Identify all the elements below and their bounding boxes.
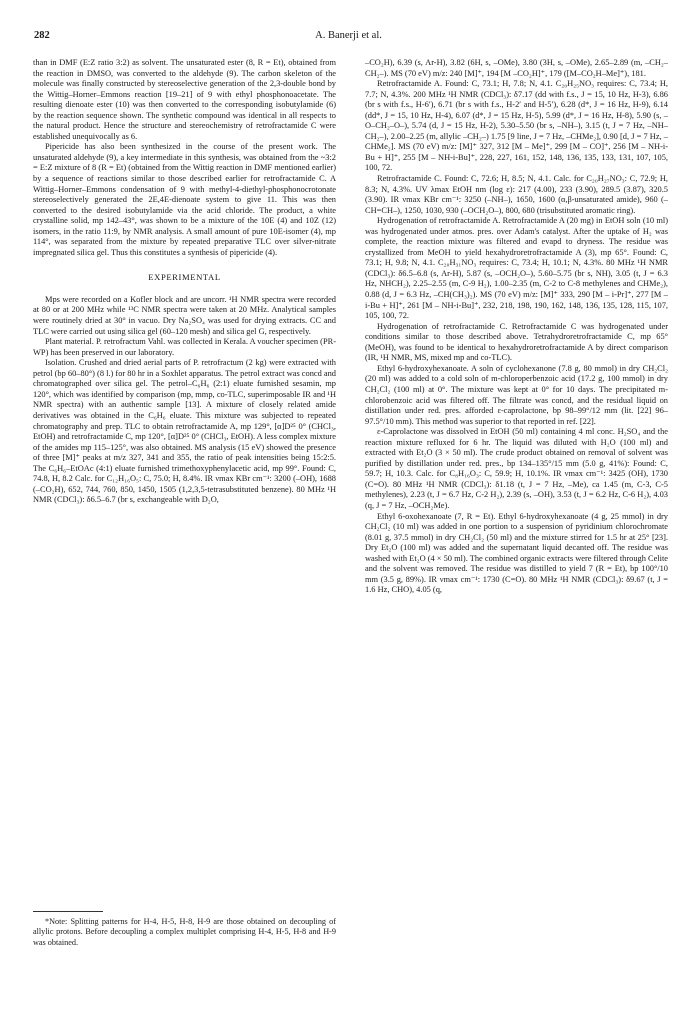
- body-paragraph: Hydrogenation of retrofractamide C. Retrofractamide C was hydrogenated under conditions similar to those described above. Tetrahydroretrofractamide C, mp 65° (MeOH), was found to be identical to hexahydroretrofractamide A by direct comparison (IR, ¹H NMR, MS, mixed mp and co-TLC).: [365, 321, 668, 363]
- body-paragraph: Isolation. Crushed and dried aerial parts of P. retrofractum (2 kg) were extracted with petrol (bp 60–80°) (8 l.) for 80 hr in a Soxhlet apparatus. The petrol extract was concd and chromatographed over silica gel. The petrol–C₆H₆ (2:1) eluate furnished sesamin, mp 120°, which was identified by comparison (mp, mmp, co-TLC, superimposable IR and ¹H NMR spectra) with an authentic sample [13]. A mixture of closely related amide derivatives was obtained in the C₆H₆ eluate. This mixture was subjected to repeated chromatography and prep. TLC to obtain retrofractamide A, mp 129°, [α]D²⁵ 0° (CHCl₃, EtOH) and retrofractamide C, mp 120°, [α]D²⁵ 0° (CHCl₃, EtOH). A less complex mixture of the amides mp 115–125°, was also obtained. MS analysis (15 eV) showed the presence of three [M]⁺ peaks at m/z 327, 341 and 355, the ratio of peak intensities being 15:2:5. The C₆H₆–EtOAc (4:1) eluate furnished trimethoxyphenylacetic acid, mp 99°. Found: C, 74.8, H, 8.2 Calc. for C₁₂H₁₆O₅: C, 75.0; H, 8.4%. IR νmax KBr cm⁻¹: 3200 (–OH), 1688 (–CO₂H), 652, 744, 760, 850, 1450, 1505 (1,2,3,5-tetrasubstituted benzene). 80 MHz ¹H NMR (CDCl₃): δ6.5–6.7 (br s, exchangeable with D₂O,: [33, 358, 336, 505]
- body-paragraph: –CO₂H), 6.39 (s, Ar-H), 3.82 (6H, s, –OMe), 3.80 (3H, s, –OMe), 2.65–2.89 (m, –CH₂–CH₂–). MS (70 eV) m/z: 240 [M]⁺, 194 [M –CO₂H]⁺, 179 ([M–CO₂H–Me]⁺), 181.: [365, 58, 668, 78]
- body-paragraph: Hydrogenation of retrofractamide A. Retrofractamide A (20 mg) in EtOH soln (10 ml) was hydrogenated under atmos. pres. over Adam's catalyst. After the uptake of H₂ was complete, the reaction mixture was filtered and evapd to dryness. The residue was crystallized from MeOH to yield hexahydroretrofractamide A (3), mp 65°. Found: C, 73.1; H, 9.8; N, 4.1. C₂₀H₃₁NO₃ requires: C, 73.4; H, 10.1; N, 4.3%. 80 MHz ¹H NMR (CDCl₃): δ6.5–6.8 (s, Ar-H), 5.87 (s, –OCH₂O–), 5.60–5.75 (br s, NH), 3.05 (t, J = 6.3 Hz, NHCH₂), 2.25–2.55 (m, C-9 H₂), 1.00–2.35 (m, C-2 to C-8 methylenes and CHMe₂), 0.88 (d, J = 6.3 Hz, –CH(CH₃)₂). MS (70 eV) m/z: [M]⁺ 333, 290 [M – i-Pr]⁺, 277 [M – i-Bu + H]⁺, 261 [M – NH-i-Bu]⁺, 232, 218, 198, 190, 162, 148, 136, 135, 128, 115, 107, 105, 100, 72.: [365, 216, 668, 321]
- body-paragraph: Retrofractamide A. Found: C, 73.1; H, 7.8; N, 4.1. C₂₀H₂₅NO₃ requires: C, 73.4; H, 7.7; N, 4.3%. 200 MHz ¹H NMR (CDCl₃): δ7.17 (dd with f.s., J = 15, 10 Hz, H-3), 6.86 (br s with f.s., H-6′), 6.71 (br s with f.s., H-2′ and H-5′), 6.28 (d*, J = 16 Hz, H-9), 6.14 (dd*, J = 15, 10 Hz, H-4), 6.07 (d*, J = 15 Hz, H-5), 5.99 (d*, J = 16 Hz, H-8), 5.90 (s, –O–CH₂–O–), 5.74 (d, J = 15 Hz, H-2), 5.30–5.50 (br s, –NH–), 3.15 (t, J = 7 Hz, –NH–CH₂–), 2.00–2.25 (m, allylic –CH₂–) 1.75 [9 line, J = 7 Hz, –CHMe₂], 0.90 [d, J = 7 Hz, –CHMe₂]. MS (70 eV) m/z: [M]⁺ 327, 312 [M – Me]⁺, 299 [M – CO]⁺, 256 [M – NH-i-Bu + H]⁺, 255 [M – NH-i-Bu]⁺, 228, 227, 161, 152, 148, 136, 135, 133, 131, 107, 105, 100, 72.: [365, 79, 668, 173]
- footnote: [33, 917, 336, 948]
- body-paragraph: Retrofractamide C. Found: C, 72.6; H, 8.5; N, 4.1. Calc. for C₂₀H₂₇NO₃: C, 72.9; H, 8.3; N, 4.3%. UV λmax EtOH nm (log ε): 217 (4.00), 233 (3.90), 289.5 (3.87), 320.5 (3.90). IR νmax KBr cm⁻¹: 3250 (–NH–), 1650, 1600 (α,β-unsaturated amide), 960 (–CH=CH–), 1250, 1030, 930 (–OCH₂O–), 800, 680 (trisubstituted aromatic ring).: [365, 174, 668, 215]
- right-column: [365, 58, 668, 596]
- page-header: [34, 30, 663, 46]
- body-paragraph: than in DMF (E:Z ratio 3:2) as solvent. The unsaturated ester (8, R = Et), obtained from the reaction in DMSO, was converted to the aldehyde (9). The carbon skeleton of the molecule was finally constructed by stereoselective generation of the 2,3-double bond by the Wittig–Horner–Emmons reaction [19–21] of 9 with ethyl phosphonoacetate. The resulting dienoate ester (10) was then converted to the corresponding isobutylamide (6) by the reaction sequence shown. The synthetic compound was identical in all respects to the natural product. Hence the structure and stereochemistry of retrofractamide C were established unequivocally as 6.: [33, 58, 336, 141]
- body-paragraph: Ethyl 6-hydroxyhexanoate. A soln of cyclohexanone (7.8 g, 80 mmol) in dry CH₂Cl₂ (20 ml) was added to a cold soln of m-chloroperbenzoic acid (17.2 g, 100 mmol) in dry CH₂Cl₂ (100 ml) at 0°. The mixture was kept at 0° for 10 days. The precipitated m-chlorobenzoic acid was filtered off. The filtrate was concd, and the residual liquid on distillation under red. pres. afforded ε-caprolactone, bp 98–99°/12 mm (lit. [22] 96–97.5°/10 mm). This method was superior to that reported in ref. [22].: [365, 363, 668, 426]
- body-paragraph: ε-Caprolactone was dissolved in EtOH (50 ml) containing 4 ml conc. H₂SO₄ and the reaction mixture refluxed for 6 hr. The liquid was diluted with H₂O (100 ml) and extracted with Et₂O (3 × 50 ml). The crude product obtained on removal of solvent was purified by distillation under red. pres., bp 134–135°/15 mm (5.0 g, 41%): Found: C, 59.7; H, 10.3. Calc. for C₈H₁₆O₃: C, 59.9; H, 10.1%. IR νmax cm⁻¹: 3425 (OH), 1730 (C=O). 80 MHz ¹H NMR (CDCl₃): δ1.18 (t, J = 7 Hz, –Me), ca 1.45 (m, C-3, C-5 methylenes), 2.23 (t, J = 6.7 Hz, C-2 H₂), 2.39 (s, –OH), 3.53 (t, J = 6.2 Hz, C-6 H₂), 4.03 (q, J = 7 Hz, –OCH₂Me).: [365, 427, 668, 510]
- footnote-text: *Note: Splitting patterns for H-4, H-5, H-8, H-9 are those obtained on decoupling of allylic protons. Before decoupling a complex multiplet comprising H-4, H-5, H-8 and H-9 was obtained.: [33, 917, 336, 947]
- running-head: A. Banerji et al.: [315, 30, 382, 41]
- body-paragraph: Plant material. P. retrofractum Vahl. was collected in Kerala. A voucher specimen (PR-WP) has been preserved in our laboratory.: [33, 337, 336, 357]
- body-paragraph: Ethyl 6-oxohexanoate (7, R = Et). Ethyl 6-hydroxyhexanoate (4 g, 25 mmol) in dry CH₂Cl₂ (10 ml) was added in one portion to a suspension of pyridinium chlorochromate (8.01 g, 37.5 mmol) in dry CH₂Cl₂ (50 ml) and the mixture stirred for 1.5 hr at 25° [23]. Dry Et₂O (100 ml) was added and the supernatant liquid decanted off. The residue was washed with Et₂O (4 × 50 ml). The combined organic extracts were filtered through Celite and the solvent was removed. The residue was distilled to yield 7 (R = Et), bp 100°/10 mm (3.5 g, 89%). IR νmax cm⁻¹: 1730 (C=O). 80 MHz ¹H NMR (CDCl₃): δ9.67 (t, J = 1.6 Hz, CHO), 4.05 (q,: [365, 511, 668, 595]
- left-column: [33, 58, 336, 506]
- page-number: 282: [34, 30, 50, 41]
- body-paragraph: Pipericide has also been synthesized in the course of the present work. The unsaturated aldehyde (9), a key intermediate in this synthesis, was obtained from the ~3:2 = E:Z mixture of 8 (R = Et) (obtained from the Wittig reaction in DMF mentioned earlier) by a sequence of reactions similar to those described earlier for retrofractamide C. A Wittig–Horner–Emmons condensation of 9 with methyl-4-diethyl-phosphonocrotonate stereoselectively generated the 2E,4E-dienoate system to give 11. This was then converted to the desired isobutylamide via the acid chloride. The product, a white crystalline solid, mp 142–43°, was shown to be a mixture of the 10E (4) and 10Z (12) isomers, in the ratio 11:9, by NMR analysis. A small amount of pure 10E-isomer (4), mp 114°, was separated from the mixture by repeated preparative TLC over silver-nitrate impregnated silica gel. Thus this constitutes a synthesis of pipericide (4).: [33, 142, 336, 257]
- footnote-divider: [33, 911, 103, 912]
- body-paragraph: Mps were recorded on a Kofler block and are uncorr. ¹H NMR spectra were recorded at 80 or at 200 MHz while ¹³C NMR spectra were taken at 20 MHz. Analytical samples were routinely dried at 30° in vacuo. Dry Na₂SO₄ was used for drying extracts. CC and TLC were carried out using silica gel (60–120 mesh) and silica gel G, respectively.: [33, 294, 336, 336]
- section-heading: EXPERIMENTAL: [148, 272, 221, 283]
